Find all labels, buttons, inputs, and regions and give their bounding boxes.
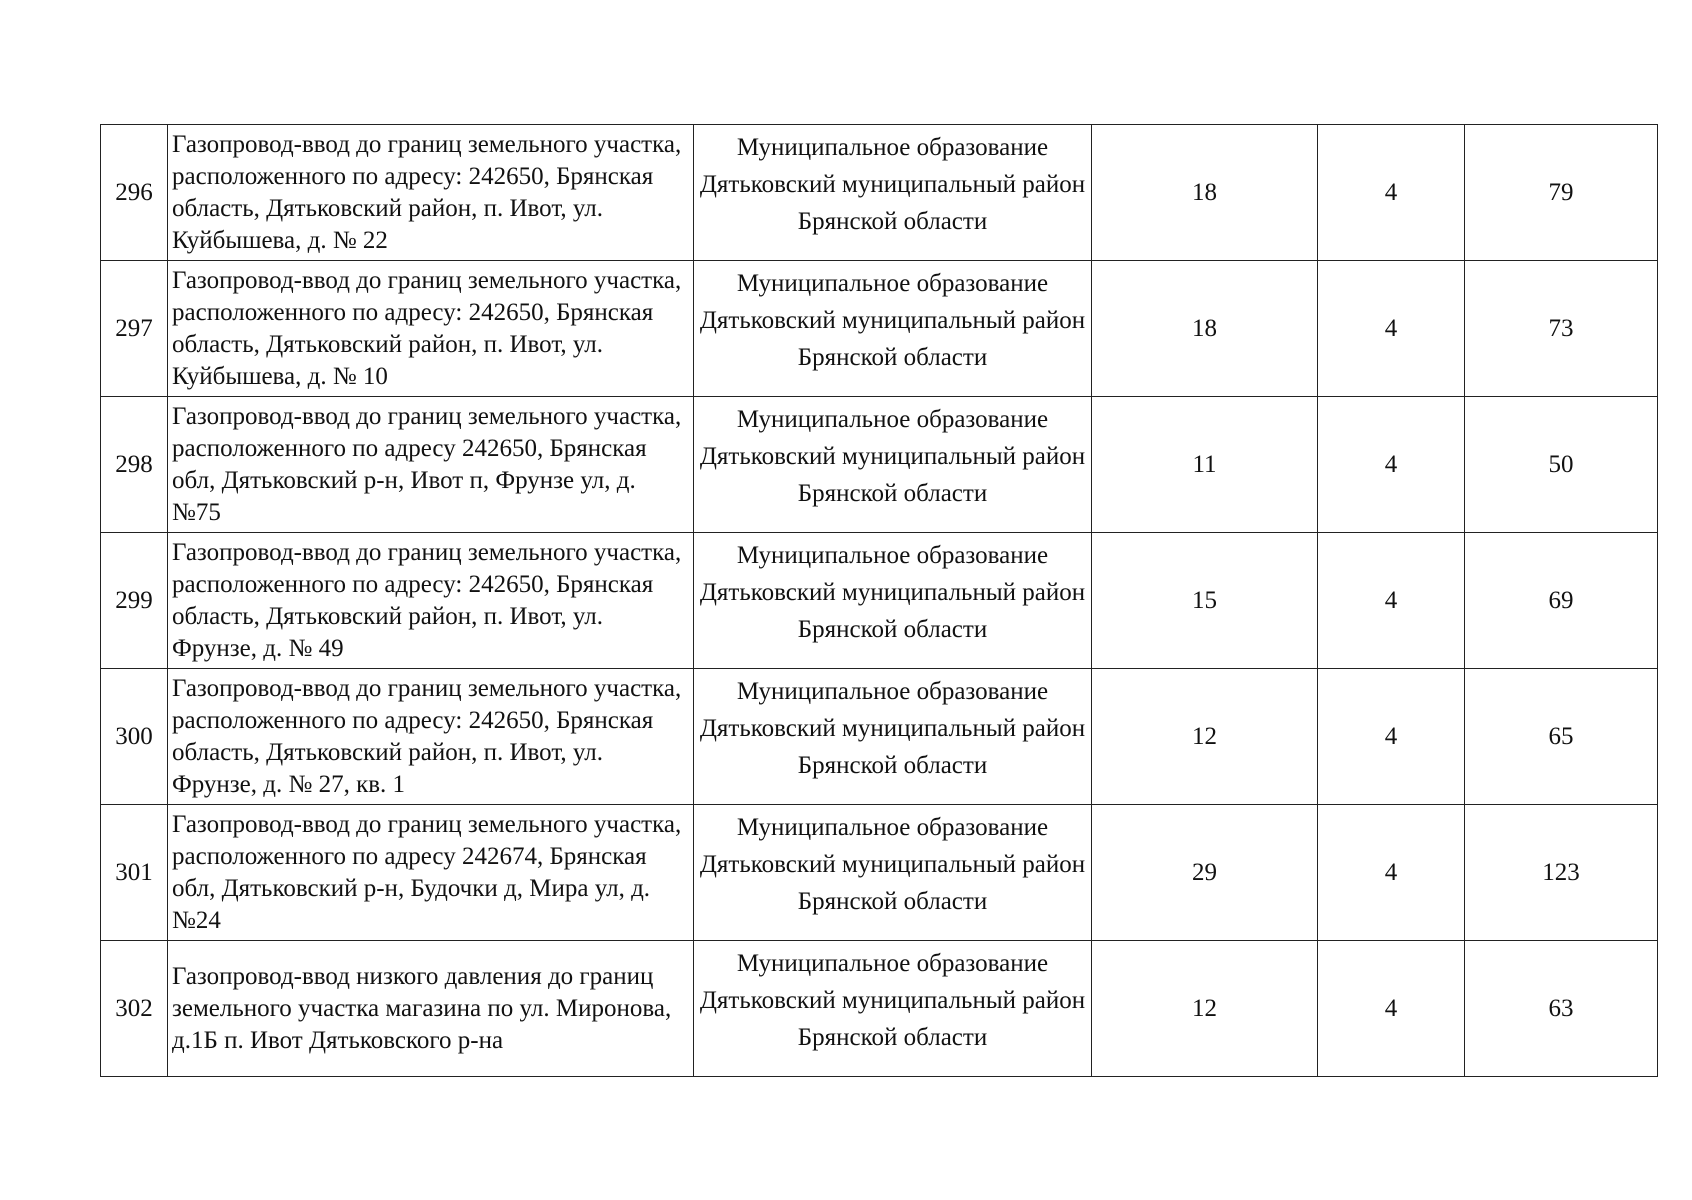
object-name: Газопровод-ввод до границ земельного участка, расположенного по адресу: 242650, Брянская область, Дятьковский район, п. Ивот, ул. Фрунзе, д. № 27, кв. 1 xyxy=(168,669,694,805)
owner-name: Муниципальное образование Дятьковский муниципальный район Брянской области xyxy=(694,669,1092,805)
owner-name: Муниципальное образование Дятьковский муниципальный район Брянской области xyxy=(694,125,1092,261)
value-1: 12 xyxy=(1092,669,1318,805)
table-row xyxy=(101,261,1658,397)
value-3: 65 xyxy=(1465,669,1658,805)
value-2: 4 xyxy=(1318,261,1465,397)
value-2: 4 xyxy=(1318,805,1465,941)
table-row xyxy=(101,805,1658,941)
value-2: 4 xyxy=(1318,533,1465,669)
object-name: Газопровод-ввод до границ земельного участка, расположенного по адресу: 242650, Брянская область, Дятьковский район, п. Ивот, ул. Куйбышева, д. № 10 xyxy=(168,261,694,397)
row-number: 298 xyxy=(101,397,168,533)
value-1: 15 xyxy=(1092,533,1318,669)
table-row xyxy=(101,397,1658,533)
value-3: 123 xyxy=(1465,805,1658,941)
value-3: 69 xyxy=(1465,533,1658,669)
object-name: Газопровод-ввод до границ земельного участка, расположенного по адресу 242650, Брянская обл, Дятьковский р-н, Ивот п, Фрунзе ул, д. №75 xyxy=(168,397,694,533)
row-number: 299 xyxy=(101,533,168,669)
value-3: 73 xyxy=(1465,261,1658,397)
table-row xyxy=(101,125,1658,261)
value-2: 4 xyxy=(1318,941,1465,1077)
value-2: 4 xyxy=(1318,125,1465,261)
value-1: 11 xyxy=(1092,397,1318,533)
object-name: Газопровод-ввод до границ земельного участка, расположенного по адресу: 242650, Брянская область, Дятьковский район, п. Ивот, ул. Куйбышева, д. № 22 xyxy=(168,125,694,261)
owner-name: Муниципальное образование Дятьковский муниципальный район Брянской области xyxy=(694,397,1092,533)
owner-name: Муниципальное образование Дятьковский муниципальный район Брянской области xyxy=(694,941,1092,1077)
row-number: 302 xyxy=(101,941,168,1077)
value-3: 79 xyxy=(1465,125,1658,261)
owner-name: Муниципальное образование Дятьковский муниципальный район Брянской области xyxy=(694,805,1092,941)
owner-name: Муниципальное образование Дятьковский муниципальный район Брянской области xyxy=(694,261,1092,397)
row-number: 301 xyxy=(101,805,168,941)
value-1: 18 xyxy=(1092,125,1318,261)
value-2: 4 xyxy=(1318,669,1465,805)
row-number: 297 xyxy=(101,261,168,397)
object-name: Газопровод-ввод низкого давления до границ земельного участка магазина по ул. Миронова, д.1Б п. Ивот Дятьковского р-на xyxy=(168,941,694,1077)
value-3: 63 xyxy=(1465,941,1658,1077)
row-number: 300 xyxy=(101,669,168,805)
object-name: Газопровод-ввод до границ земельного участка, расположенного по адресу: 242650, Брянская область, Дятьковский район, п. Ивот, ул. Фрунзе, д. № 49 xyxy=(168,533,694,669)
value-1: 29 xyxy=(1092,805,1318,941)
object-name: Газопровод-ввод до границ земельного участка, расположенного по адресу 242674, Брянская обл, Дятьковский р-н, Будочки д, Мира ул, д. №24 xyxy=(168,805,694,941)
table-row xyxy=(101,533,1658,669)
table-row xyxy=(101,669,1658,805)
table-row xyxy=(101,941,1658,1077)
row-number: 296 xyxy=(101,125,168,261)
registry-table xyxy=(100,124,1658,1077)
owner-name: Муниципальное образование Дятьковский муниципальный район Брянской области xyxy=(694,533,1092,669)
value-1: 12 xyxy=(1092,941,1318,1077)
value-1: 18 xyxy=(1092,261,1318,397)
value-2: 4 xyxy=(1318,397,1465,533)
value-3: 50 xyxy=(1465,397,1658,533)
